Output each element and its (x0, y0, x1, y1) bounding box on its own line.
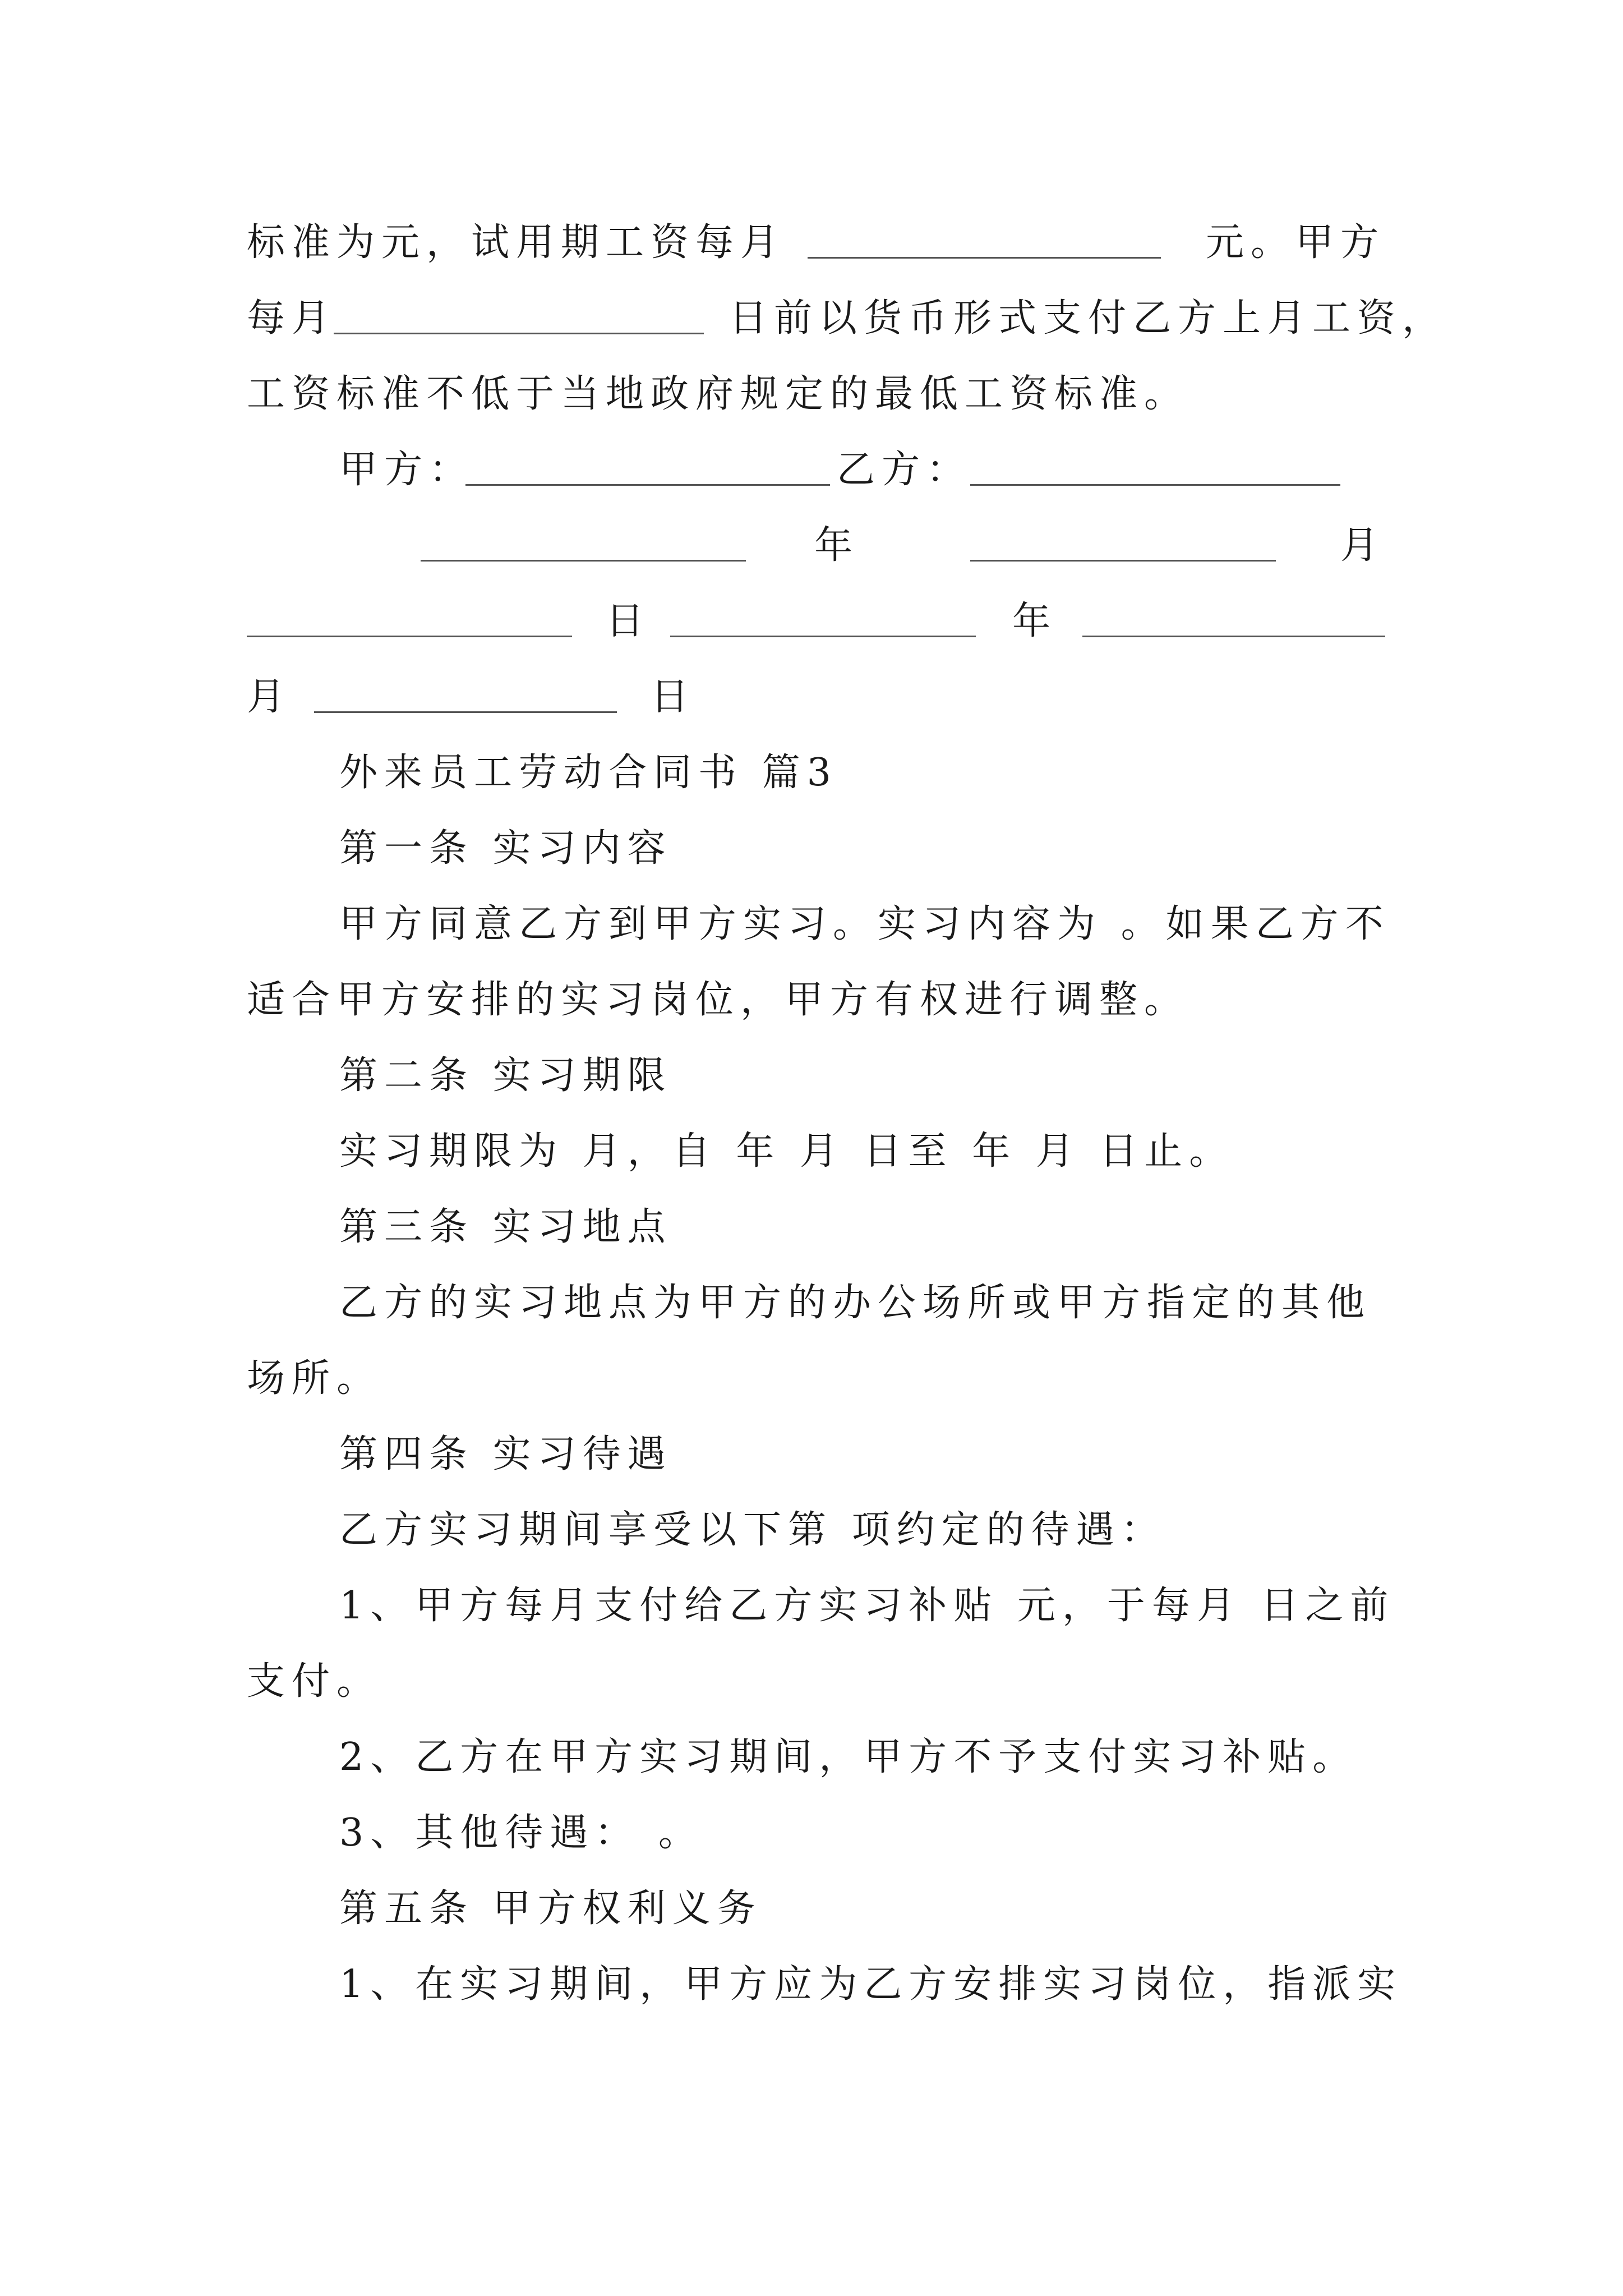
text-segment: 日前以货币形式支付乙方上月工资， (729, 296, 1447, 341)
text-line (247, 285, 1447, 352)
text-line: 乙方的实习地点为甲方的办公场所或甲方指定的其他 (339, 1281, 1372, 1325)
year-field[interactable] (670, 588, 976, 655)
month-field[interactable] (970, 512, 1276, 579)
year-label: 年 (814, 523, 860, 568)
text-line: 工资标准不低于当地政府规定的最低工资标准。 (247, 372, 1189, 416)
article-heading: 第五条 甲方权利义务 (339, 1887, 762, 1931)
text-line: 实习期限为 月，自 年 月 日至 年 月 日止。 (339, 1129, 1234, 1174)
text-line: 支付。 (247, 1659, 382, 1704)
party-a-label: 甲方： (339, 448, 474, 492)
section-title: 外来员工劳动合同书 篇3 (339, 751, 838, 795)
month-label: 月 (1340, 523, 1386, 568)
blank-field[interactable] (334, 285, 704, 352)
list-item: 1、甲方每月支付给乙方实习补贴 元，于每月 日之前 (339, 1584, 1395, 1628)
month-label: 月 (247, 675, 292, 719)
text-segment: 标准为元，试用期工资每月 (247, 220, 786, 265)
text-line: 甲方同意乙方到甲方实习。实习内容为 。如果乙方不 (339, 902, 1390, 946)
list-item: 3、其他待遇： 。 (339, 1811, 703, 1855)
list-item: 2、乙方在甲方实习期间，甲方不予支付实习补贴。 (339, 1735, 1358, 1779)
article-heading: 第四条 实习待遇 (339, 1432, 672, 1476)
list-item: 1、在实习期间，甲方应为乙方安排实习岗位，指派实 (339, 1962, 1403, 2007)
text-line: 场所。 (247, 1356, 382, 1401)
date-line (247, 664, 1391, 731)
text-segment: 元。甲方 (1206, 220, 1386, 265)
signature-line (247, 436, 1391, 504)
text-line: 乙方实习期间享受以下第 项约定的待遇： (339, 1508, 1166, 1552)
day-label: 日 (651, 675, 696, 719)
year-field[interactable] (421, 512, 746, 579)
day-field[interactable] (314, 664, 617, 731)
text-segment: 每月 (247, 296, 337, 341)
text-line (247, 209, 1391, 277)
month-field[interactable] (1082, 588, 1385, 655)
party-b-label: 乙方： (837, 448, 972, 492)
day-field[interactable] (247, 588, 572, 655)
party-b-field[interactable] (970, 436, 1340, 504)
article-heading: 第三条 实习地点 (339, 1205, 672, 1249)
year-label: 年 (1012, 599, 1058, 643)
date-line (247, 588, 1391, 655)
article-heading: 第一条 实习内容 (339, 826, 672, 871)
blank-field[interactable] (808, 209, 1161, 277)
article-heading: 第二条 实习期限 (339, 1053, 672, 1098)
party-a-field[interactable] (465, 436, 830, 504)
date-line (247, 512, 1391, 579)
day-label: 日 (606, 599, 651, 643)
text-line: 适合甲方安排的实习岗位，甲方有权进行调整。 (247, 978, 1189, 1022)
